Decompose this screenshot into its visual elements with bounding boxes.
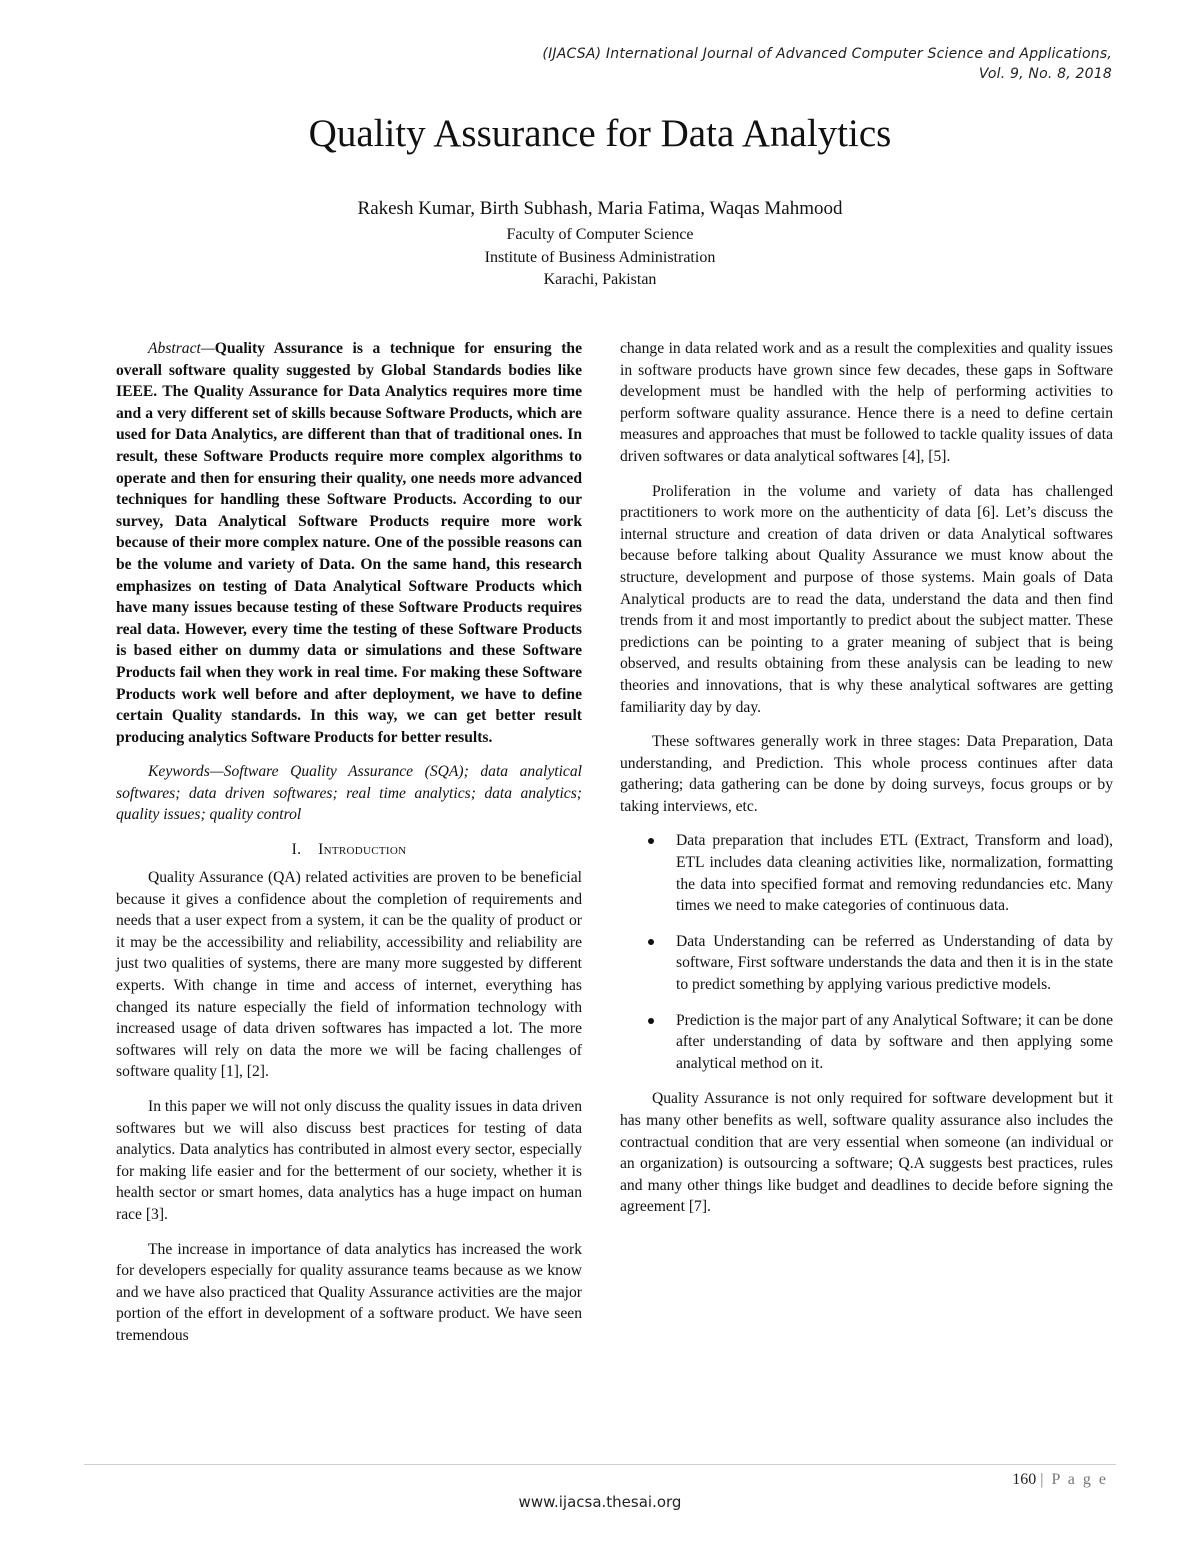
paragraph: In this paper we will not only discuss the quality issues in data driven softwares but we will also discuss best practices for testing of data analytics. Data analytics has contributed in almost every sector, especially for making life easier and for the betterment of our society, whether it is health sector or smart homes, data analytics has a huge impact on human race [3]. <box>116 1098 582 1223</box>
page-label: | P a g e <box>1040 1471 1108 1488</box>
list-item-text: Prediction is the major part of any Analytical Software; it can be done after understanding of data by software and then applying some analytical method on it. <box>676 1011 1113 1072</box>
journal-volume: Vol. 9, No. 8, 2018 <box>978 66 1112 82</box>
paragraph: Proliferation in the volume and variety of data has challenged practitioners to work more on the authenticity of data [6]. Let’s discuss the internal structure and creation of data driven or data Analytical softwares because before talking about Quality Assurance we must know about the structure, development and purpose of those systems. Main goals of Data Analytical products are to read the data, understand the data and then find trends from it and most importantly to predict about the subject matter. These predictions can be pointing to a grater meaning of subject that is being observed, and results obtaining from these analysis can be leading to new theories and innovations, that is why these analytical softwares are getting familiarity day by day. <box>620 482 1113 716</box>
left-column <box>116 338 582 1360</box>
affiliation <box>0 224 1200 292</box>
bullet-icon <box>648 1018 654 1024</box>
abstract-lead: Abstract— <box>148 340 215 357</box>
paragraph: Quality Assurance (QA) related activities are proven to be beneficial because it gives a confidence about the completion of requirements and needs that a user expect from a system, it can be the quality of product or it may be the accessibility and reliability, accessibility and reliability are just two qualities of systems, there are many more suggested by different experts. With change in time and access of internet, everything has changed its nature especially the field of information technology with increased usage of data driven softwares has impacted a lot. The more softwares will rely on data the more we will be facing challenges of software quality [1], [2]. <box>116 869 582 1081</box>
authors: Rakesh Kumar, Birth Subhash, Maria Fatima, Waqas Mahmood <box>357 198 843 219</box>
section-title: Introduction <box>318 841 407 859</box>
footer-divider <box>84 1464 1116 1465</box>
list-item-text: Data preparation that includes ETL (Extract, Transform and load), ETL includes data cleaning activities like, normalization, formatting the data into specified format and removing redundancies etc. Many times we need to make categories of continuous data. <box>676 832 1113 915</box>
abstract-text: Quality Assurance is a technique for ensuring the overall software quality suggested by Global Standards bodies like IEEE. The Quality Assurance for Data Analytics requires more time and a very different set of skills because Software Products, which are used for Data Analytics, are different than that of traditional ones. In result, these Software Products require more complex algorithms to operate and then for ensuring their quality, one needs more advanced techniques for handling these Software Products. According to our survey, Data Analytical Software Products require more work because of their more complex nature. One of the possible reasons can be the volume and variety of Data. On the same hand, this research emphasizes on testing of Data Analytical Software Products which have many issues because testing of these Software Products requires real data. However, every time the testing of these Software Products is based either on dummy data or simulations and these Software Products fail when they work in real time. For making these Software Products work well before and after deployment, we have to define certain Quality standards. In this way, we can get better result producing analytics Software Products for better results. <box>116 340 582 746</box>
section-heading-introduction <box>116 839 582 861</box>
abstract <box>116 338 582 748</box>
paragraph: The increase in importance of data analytics has increased the work for developers especially for quality assurance teams because as we know and we have also practiced that Quality Assurance activities are the major portion of the effort in development of a software product. We have seen tremendous <box>116 1240 582 1344</box>
journal-name: (IJACSA) International Journal of Advanced Computer Science and Applications, <box>542 46 1112 62</box>
paper-title: Quality Assurance for Data Analytics <box>308 112 892 155</box>
journal-header <box>412 44 1112 84</box>
page-number-value: 160 <box>1012 1471 1037 1488</box>
section-number: I. <box>291 841 302 859</box>
affiliation-institute: Institute of Business Administration <box>484 248 716 266</box>
list-item <box>620 830 1113 916</box>
stages-list <box>620 830 1113 1074</box>
paragraph: These softwares generally work in three stages: Data Preparation, Data understanding, and Prediction. This whole process continues after data gathering; data gathering can be done by doing surveys, focus groups or by taking interviews, etc. <box>620 733 1113 815</box>
affiliation-location: Karachi, Pakistan <box>543 271 657 288</box>
page-number <box>1012 1470 1108 1490</box>
keywords: Keywords—Software Quality Assurance (SQA); data analytical softwares; data driven softwares; real time analytics; data analytics; quality issues; quality control <box>116 763 582 824</box>
list-item-text: Data Understanding can be referred as Understanding of data by software, First software understands the data and then it is in the state to predict something by applying various predictive models. <box>676 932 1113 994</box>
bullet-icon <box>648 838 654 844</box>
list-item <box>620 1010 1113 1075</box>
affiliation-faculty: Faculty of Computer Science <box>506 226 694 243</box>
list-item <box>620 931 1113 996</box>
bullet-icon <box>648 939 654 945</box>
paragraph: change in data related work and as a result the complexities and quality issues in software products have grown since few decades, these gaps in Software development must be handled with the help of performing activities to perform software quality assurance. Hence there is a need to define certain measures and approaches that must be followed to tackle quality issues of data driven softwares or data analytical softwares [4], [5]. <box>620 340 1113 465</box>
right-column <box>620 338 1113 1231</box>
website-link[interactable]: www.ijacsa.thesai.org <box>518 1493 682 1511</box>
paragraph: Quality Assurance is not only required for software development but it has many other benefits as well, software quality assurance also includes the contractual condition that are very essential when someone (an individual or an organization) is outsourcing a software; Q.A suggests best practices, rules and many other things like budget and deadlines to decide before signing the agreement [7]. <box>620 1090 1113 1216</box>
